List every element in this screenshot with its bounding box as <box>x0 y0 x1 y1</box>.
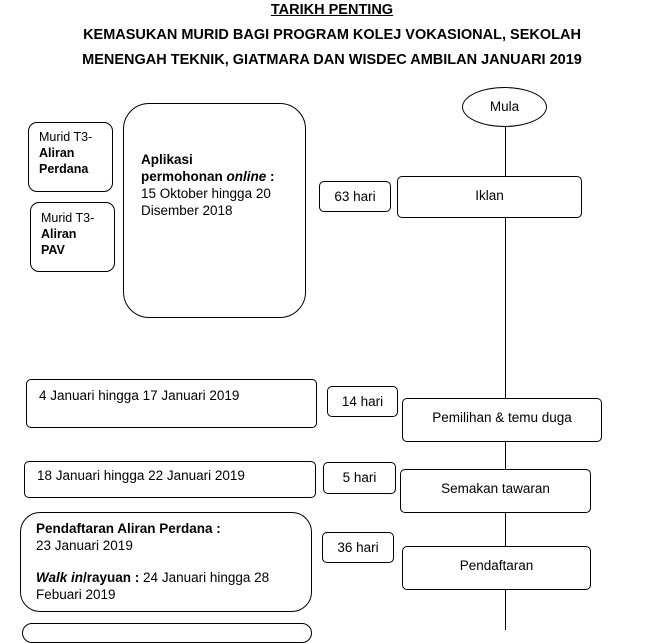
duration-badge-pendaftaran: 36 hari <box>322 532 394 563</box>
registration-perdana-date: 23 Januari 2019 <box>36 538 133 553</box>
duration-badge-iklan: 63 hari <box>319 181 391 212</box>
application-dates-line2: Disember 2018 <box>141 203 233 218</box>
registration-details-box <box>20 512 312 612</box>
flow-step-iklan: Iklan <box>397 176 582 218</box>
dates-box-pemilihan: 4 Januari hingga 17 Januari 2019 <box>26 379 317 428</box>
start-node-label: Mula <box>489 99 520 114</box>
page-subtitle-line1: KEMASUKAN MURID BAGI PROGRAM KOLEJ VOKASIONAL, SEKOLAH <box>83 27 581 43</box>
group-t3-perdana-box <box>28 122 113 192</box>
group-t3-perdana-line3: Perdana <box>39 162 89 176</box>
start-node <box>462 87 547 127</box>
group-t3-pav-line2: Aliran <box>41 227 77 241</box>
duration-badge-pemilihan: 14 hari <box>327 386 398 417</box>
registration-walkin-dates-line2: Febuari 2019 <box>36 587 116 602</box>
application-dates-line1: 15 Oktober hingga 20 <box>141 186 271 201</box>
duration-badge-semakan: 5 hari <box>323 462 396 494</box>
next-box-partial <box>22 623 312 643</box>
application-title-line2: permohonan online : <box>141 169 275 184</box>
flow-step-semakan: Semakan tawaran <box>400 469 591 513</box>
flow-step-pendaftaran: Pendaftaran <box>402 546 591 590</box>
group-t3-pav-line3: PAV <box>41 243 65 257</box>
group-t3-pav-line1: Murid T3- <box>41 211 95 225</box>
registration-perdana-label: Pendaftaran Aliran Perdana : <box>36 521 221 536</box>
group-t3-perdana-line2: Aliran <box>39 146 75 160</box>
group-t3-pav-box <box>30 202 115 272</box>
page-title: TARIKH PENTING <box>270 2 394 18</box>
application-period-box <box>123 103 306 318</box>
group-t3-perdana-line1: Murid T3- <box>39 130 93 144</box>
flow-step-pemilihan: Pemilihan & temu duga <box>402 398 602 442</box>
page-subtitle-line2: MENENGAH TEKNIK, GIATMARA DAN WISDEC AMBILAN JANUARI 2019 <box>82 52 582 68</box>
dates-box-semakan: 18 Januari hingga 22 Januari 2019 <box>24 461 316 498</box>
application-title-line1: Aplikasi <box>141 152 193 167</box>
registration-walkin-line: Walk in/rayuan : 24 Januari hingga 28 <box>36 570 270 585</box>
